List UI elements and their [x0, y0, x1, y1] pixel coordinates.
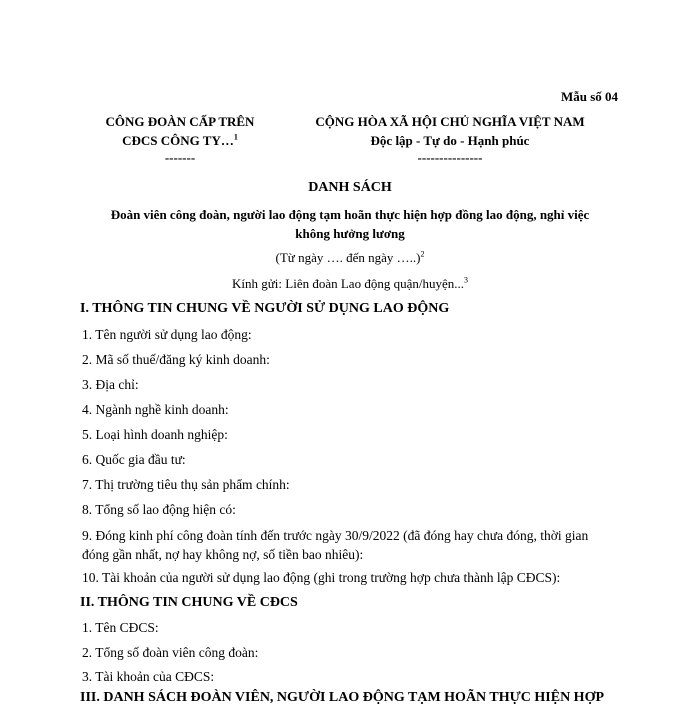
section1-item: 6. Quốc gia đầu tư:	[82, 452, 186, 467]
section1-item: 10. Tài khoản của người sử dụng lao động (ghi trong trường hợp chưa thành lập CĐCS):	[82, 570, 561, 585]
section1-item: 7. Thị trường tiêu thụ sản phẩm chính:	[82, 477, 290, 492]
section1-item: 1. Tên người sử dụng lao động:	[82, 327, 252, 342]
footnote-marker-2: 2	[420, 249, 425, 259]
section1-item: 2. Mã số thuế/đăng ký kinh doanh:	[82, 352, 270, 367]
section1-item: 3. Địa chỉ:	[82, 377, 139, 392]
national-motto: Độc lập - Tự do - Hạnh phúc	[370, 133, 530, 148]
upper-union-name: CÔNG ĐOÀN CẤP TRÊN	[105, 114, 255, 129]
document-subtitle-line2: không hưởng lương	[295, 226, 405, 241]
date-range-text: (Từ ngày …. đến ngày …..)	[275, 250, 421, 265]
section2-item: 2. Tổng số đoàn viên công đoàn:	[82, 645, 259, 660]
right-header-divider: ---------------	[417, 150, 483, 165]
section2-heading: II. THÔNG TIN CHUNG VỀ CĐCS	[80, 595, 298, 610]
footnote-marker-1: 1	[233, 132, 238, 142]
company-union-name	[80, 133, 280, 149]
country-name: CỘNG HÒA XÃ HỘI CHỦ NGHĨA VIỆT NAM	[315, 114, 585, 129]
company-union-text: CĐCS CÔNG TY…	[122, 133, 234, 148]
section1-item: 5. Loại hình doanh nghiệp:	[82, 427, 228, 442]
section1-item: 9. Đóng kinh phí công đoàn tính đến trước ngày 30/9/2022 (đã đóng hay chưa đóng, thời gian đóng gần nhất, nợ hay không nợ, số tiền bao nhiêu):	[82, 528, 589, 562]
section2-item: 3. Tài khoản của CĐCS:	[82, 669, 215, 684]
left-header-divider: -------	[164, 150, 196, 165]
section1-item: 4. Ngành nghề kinh doanh:	[82, 402, 229, 417]
document-title: DANH SÁCH	[308, 180, 392, 195]
section1-heading: I. THÔNG TIN CHUNG VỀ NGƯỜI SỬ DỤNG LAO ĐỘNG	[80, 301, 450, 316]
section3-heading: III. DANH SÁCH ĐOÀN VIÊN, NGƯỜI LAO ĐỘNG TẠM HOÃN THỰC HIỆN HỢP	[80, 690, 605, 705]
document-subtitle-line1: Đoàn viên công đoàn, người lao động tạm hoãn thực hiện hợp đồng lao động, nghỉ việc	[110, 207, 590, 222]
addressee	[80, 276, 620, 292]
date-range	[80, 250, 620, 266]
section1-item: 8. Tổng số lao động hiện có:	[82, 502, 236, 517]
footnote-marker-3: 3	[463, 275, 468, 285]
section2-item: 1. Tên CĐCS:	[82, 620, 159, 635]
addressee-text: Kính gửi: Liên đoàn Lao động quận/huyện...	[232, 276, 464, 291]
form-number: Mẫu số 04	[560, 89, 618, 104]
